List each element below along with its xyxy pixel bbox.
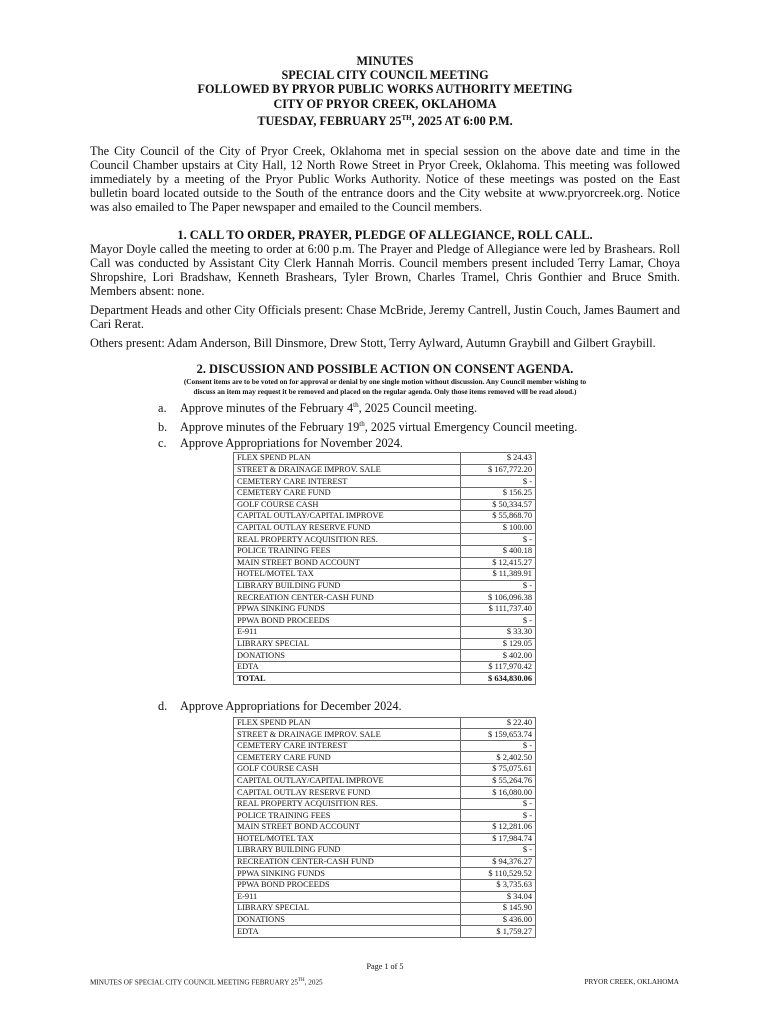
table-row xyxy=(234,821,536,833)
table-row xyxy=(234,661,536,673)
amount-cell: $ 400.18 xyxy=(460,545,535,557)
fund-name-cell: RECREATION CENTER-CASH FUND xyxy=(234,856,461,868)
amount-cell: $ 22.40 xyxy=(460,717,535,729)
table-row xyxy=(234,914,536,926)
section-1-heading: 1. CALL TO ORDER, PRAYER, PLEDGE OF ALLEGIANCE, ROLL CALL. xyxy=(177,227,593,242)
consent-note-line-1: (Consent items are to be voted on for approval or denial by one single motion without discussion. Any Council member wishing to xyxy=(183,377,587,387)
amount-cell: $ 12,415.27 xyxy=(460,557,535,569)
amount-cell: $ 34.04 xyxy=(460,891,535,903)
footer-title-text: MINUTES OF SPECIAL CITY COUNCIL MEETING FEBRUARY 25 xyxy=(90,978,298,987)
fund-name-cell: FLEX SPEND PLAN xyxy=(234,717,461,729)
fund-name-cell: FLEX SPEND PLAN xyxy=(234,453,461,465)
item-letter: b. xyxy=(158,419,168,434)
amount-cell: $ - xyxy=(460,534,535,546)
table-row xyxy=(234,787,536,799)
title-line-date xyxy=(90,111,680,128)
footer-meeting-title xyxy=(90,978,323,986)
table-row xyxy=(234,717,536,729)
amount-cell: $ 55,868.70 xyxy=(460,511,535,523)
fund-name-cell: CAPITAL OUTLAY RESERVE FUND xyxy=(234,787,461,799)
consent-item-d xyxy=(158,699,680,715)
section-2-heading: 2. DISCUSSION AND POSSIBLE ACTION ON CONSENT AGENDA. xyxy=(196,362,574,377)
fund-name-cell: PPWA BOND PROCEEDS xyxy=(234,615,461,627)
fund-name-cell: CEMETERY CARE FUND xyxy=(234,487,461,499)
fund-name-cell: RECREATION CENTER-CASH FUND xyxy=(234,592,461,604)
item-suffix: th xyxy=(359,419,365,428)
amount-cell: $ 24.43 xyxy=(460,453,535,465)
amount-cell: $ - xyxy=(460,810,535,822)
amount-cell: $ 100.00 xyxy=(460,522,535,534)
table-row xyxy=(234,798,536,810)
document-page xyxy=(90,54,680,938)
amount-cell: $ 33.30 xyxy=(460,627,535,639)
fund-name-cell: CEMETERY CARE INTEREST xyxy=(234,476,461,488)
amount-cell: $ - xyxy=(460,845,535,857)
fund-name-cell: STREET & DRAINAGE IMPROV. SALE xyxy=(234,729,461,741)
item-text: Approve minutes of the February 19 xyxy=(180,419,360,434)
fund-name-cell: GOLF COURSE CASH xyxy=(234,499,461,511)
table-row xyxy=(234,534,536,546)
table-row xyxy=(234,764,536,776)
item-text-end: , 2025 Council meeting. xyxy=(358,401,478,416)
amount-cell: $ 145.90 xyxy=(460,903,535,915)
table-row xyxy=(234,545,536,557)
fund-name-cell: LIBRARY SPECIAL xyxy=(234,903,461,915)
amount-cell: $ 117,970.42 xyxy=(460,661,535,673)
footer-title-suffix: TH xyxy=(297,978,305,983)
table-row xyxy=(234,752,536,764)
others-present-paragraph: Others present: Adam Anderson, Bill Dinsmore, Drew Stott, Terry Aylward, Autumn Graybill and Gilbert Graybill. xyxy=(90,336,656,351)
amount-cell: $ 167,772.20 xyxy=(460,464,535,476)
table-row xyxy=(234,476,536,488)
consent-item-c xyxy=(158,436,680,452)
table-row xyxy=(234,638,536,650)
title-line-minutes: MINUTES xyxy=(356,54,414,68)
item-text-end: , 2025 virtual Emergency Council meeting. xyxy=(364,419,578,434)
fund-name-cell: STREET & DRAINAGE IMPROV. SALE xyxy=(234,464,461,476)
fund-name-cell: LIBRARY BUILDING FUND xyxy=(234,580,461,592)
amount-cell: $ 55,264.76 xyxy=(460,775,535,787)
table-row xyxy=(234,569,536,581)
fund-name-cell: LIBRARY BUILDING FUND xyxy=(234,845,461,857)
fund-name-cell: HOTEL/MOTEL TAX xyxy=(234,833,461,845)
fund-name-cell: REAL PROPERTY ACQUISITION RES. xyxy=(234,534,461,546)
title-line-ppwa: FOLLOWED BY PRYOR PUBLIC WORKS AUTHORITY MEETING xyxy=(197,82,573,97)
consent-item-b xyxy=(158,417,680,436)
table-row xyxy=(234,775,536,787)
fund-name-cell: CEMETERY CARE FUND xyxy=(234,752,461,764)
consent-note xyxy=(90,377,680,397)
amount-cell: $ 16,080.00 xyxy=(460,787,535,799)
fund-name-cell: PPWA SINKING FUNDS xyxy=(234,603,461,615)
fund-name-cell: MAIN STREET BOND ACCOUNT xyxy=(234,821,461,833)
table-row xyxy=(234,627,536,639)
amount-cell: $ - xyxy=(460,740,535,752)
amount-cell: $ 3,735.63 xyxy=(460,879,535,891)
amount-cell: $ - xyxy=(460,798,535,810)
call-to-order-paragraph: Mayor Doyle called the meeting to order at 6:00 p.m. The Prayer and Pledge of Allegiance were led by Brashears. Roll Call was conducted by Assistant City Clerk Hannah Morris. Council members present included Terry Lamar, Choya Shropshire, Lori Bradshaw, Kenneth Brashears, Tyler Brown, Charles Tramel, Chris Gonthier and Bruce Smith. Members absent: none. xyxy=(90,241,680,298)
item-letter: c. xyxy=(158,435,167,450)
table-row xyxy=(234,740,536,752)
intro-paragraph: The City Council of the City of Pryor Creek, Oklahoma met in special session on the above date and time in the Council Chamber upstairs at City Hall, 12 North Rowe Street in Pryor Creek, Oklahoma. This meeting was followed immediately by a meeting of the Pryor Public Works Authority. Notice of these meetings was posted on the East bulletin board located outside to the South of the entrance doors and the City website at www.pryorcreek.org. Notice was also emailed to The Paper newspaper and emailed to the Council members. xyxy=(90,144,680,215)
table-row xyxy=(234,810,536,822)
fund-name-cell: POLICE TRAINING FEES xyxy=(234,810,461,822)
amount-cell: $ 1,759.27 xyxy=(460,926,535,938)
table-row xyxy=(234,615,536,627)
amount-cell: $ 156.25 xyxy=(460,487,535,499)
fund-name-cell: EDTA xyxy=(234,661,461,673)
table-row xyxy=(234,499,536,511)
fund-name-cell: CEMETERY CARE INTEREST xyxy=(234,740,461,752)
fund-name-cell: LIBRARY SPECIAL xyxy=(234,638,461,650)
document-title xyxy=(90,54,680,128)
fund-name-cell: REAL PROPERTY ACQUISITION RES. xyxy=(234,798,461,810)
fund-name-cell: DONATIONS xyxy=(234,650,461,662)
fund-name-cell: MAIN STREET BOND ACCOUNT xyxy=(234,557,461,569)
table-row xyxy=(234,903,536,915)
november-appropriations-table xyxy=(233,452,536,685)
amount-cell: $ 50,334.57 xyxy=(460,499,535,511)
fund-name-cell: CAPITAL OUTLAY RESERVE FUND xyxy=(234,522,461,534)
item-text: Approve Appropriations for November 2024. xyxy=(180,435,404,450)
table-row xyxy=(234,464,536,476)
amount-cell: $ 17,984.74 xyxy=(460,833,535,845)
title-date-text: TUESDAY, FEBRUARY 25 xyxy=(257,113,402,128)
table-row xyxy=(234,729,536,741)
footer-city: PRYOR CREEK, OKLAHOMA xyxy=(584,978,679,986)
page-number: Page 1 of 5 xyxy=(366,962,404,971)
fund-name-cell: CAPITAL OUTLAY/CAPITAL IMPROVE xyxy=(234,511,461,523)
officials-present-paragraph: Department Heads and other City Officials present: Chase McBride, Jeremy Cantrell, Justin Couch, James Baumert and Cari Rerat. xyxy=(90,302,680,332)
table-row xyxy=(234,845,536,857)
item-text: Approve minutes of the February 4 xyxy=(180,401,354,416)
table-row xyxy=(234,580,536,592)
table-row xyxy=(234,926,536,938)
title-line-meeting: SPECIAL CITY COUNCIL MEETING xyxy=(281,68,489,83)
table-row xyxy=(234,603,536,615)
table-row xyxy=(234,511,536,523)
amount-cell: $ - xyxy=(460,580,535,592)
amount-cell: $ 110,529.52 xyxy=(460,868,535,880)
table-row xyxy=(234,522,536,534)
fund-name-cell: DONATIONS xyxy=(234,914,461,926)
fund-name-cell: GOLF COURSE CASH xyxy=(234,764,461,776)
table-row xyxy=(234,856,536,868)
amount-cell: $ 106,096.38 xyxy=(460,592,535,604)
table-row xyxy=(234,891,536,903)
table-row xyxy=(234,868,536,880)
table-row xyxy=(234,557,536,569)
amount-cell: $ 111,737.40 xyxy=(460,603,535,615)
consent-note-line-2: discuss an item may request it be removed and placed on the regular agenda. Only those items removed will be read aloud.) xyxy=(193,387,577,397)
amount-cell: $ 402.00 xyxy=(460,650,535,662)
fund-name-cell: TOTAL xyxy=(234,673,461,685)
amount-cell: $ 94,376.27 xyxy=(460,856,535,868)
title-line-city: CITY OF PRYOR CREEK, OKLAHOMA xyxy=(273,96,497,111)
item-letter: a. xyxy=(158,401,167,416)
item-letter: d. xyxy=(158,699,168,714)
table-row xyxy=(234,833,536,845)
amount-cell: $ - xyxy=(460,476,535,488)
consent-item-a xyxy=(158,398,680,417)
fund-name-cell: E-911 xyxy=(234,891,461,903)
fund-name-cell: POLICE TRAINING FEES xyxy=(234,545,461,557)
item-suffix: th xyxy=(353,401,359,410)
december-appropriations-table xyxy=(233,717,536,938)
table-row xyxy=(234,650,536,662)
table-row xyxy=(234,453,536,465)
fund-name-cell: EDTA xyxy=(234,926,461,938)
fund-name-cell: PPWA SINKING FUNDS xyxy=(234,868,461,880)
amount-cell: $ 2,402.50 xyxy=(460,752,535,764)
amount-cell: $ 11,389.91 xyxy=(460,569,535,581)
amount-cell: $ 12,281.06 xyxy=(460,821,535,833)
table-row xyxy=(234,592,536,604)
table-row xyxy=(234,879,536,891)
title-date-suffix: TH xyxy=(401,113,412,122)
amount-cell: $ - xyxy=(460,615,535,627)
amount-cell: $ 129.05 xyxy=(460,638,535,650)
title-date-time: , 2025 AT 6:00 P.M. xyxy=(411,113,513,128)
amount-cell: $ 634,830.06 xyxy=(460,673,535,685)
amount-cell: $ 436.00 xyxy=(460,914,535,926)
table-total-row xyxy=(234,673,536,685)
fund-name-cell: E-911 xyxy=(234,627,461,639)
consent-items-list-continued xyxy=(158,699,680,715)
amount-cell: $ 159,653.74 xyxy=(460,729,535,741)
table-row xyxy=(234,487,536,499)
fund-name-cell: CAPITAL OUTLAY/CAPITAL IMPROVE xyxy=(234,775,461,787)
footer-title-year: , 2025 xyxy=(304,978,323,987)
fund-name-cell: PPWA BOND PROCEEDS xyxy=(234,879,461,891)
item-text: Approve Appropriations for December 2024. xyxy=(180,699,402,714)
consent-items-list xyxy=(158,398,680,451)
amount-cell: $ 75,075.61 xyxy=(460,764,535,776)
fund-name-cell: HOTEL/MOTEL TAX xyxy=(234,569,461,581)
